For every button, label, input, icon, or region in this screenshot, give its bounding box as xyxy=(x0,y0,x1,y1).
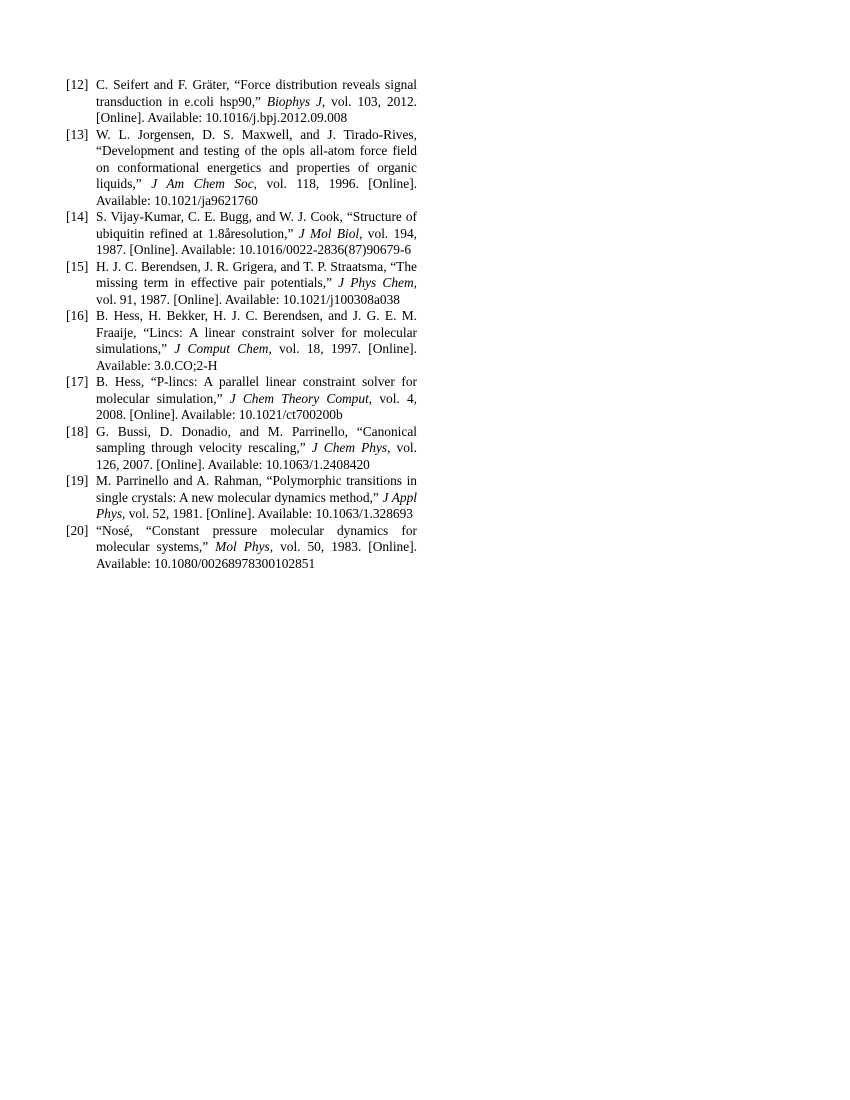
reference-number: [15] xyxy=(66,258,89,274)
reference-segment: , vol. 126, 2007. [Online]. Available: 10.1063/1.2408420 xyxy=(96,440,417,472)
references-list xyxy=(66,77,417,572)
reference-text xyxy=(96,424,417,472)
journal-name: J Phys Chem xyxy=(338,275,414,290)
reference-item xyxy=(66,308,417,374)
journal-name: J Chem Phys xyxy=(311,440,388,455)
reference-number: [19] xyxy=(66,473,89,488)
reference-number: [14] xyxy=(66,209,89,224)
journal-name: J Am Chem Soc xyxy=(151,176,254,191)
reference-segment: , vol. 18, 1997. [Online]. Available: 3.0.CO;2-H xyxy=(96,341,417,373)
reference-segment: , vol. 52, 1981. [Online]. Available: 10.1063/1.328693 xyxy=(122,506,413,521)
reference-segment: “Nosé, “Constant pressure molecular dynamics for molecular systems,” xyxy=(96,522,417,554)
reference-item xyxy=(66,523,417,573)
reference-item xyxy=(66,424,417,474)
reference-number: [18] xyxy=(66,423,89,439)
reference-text xyxy=(96,308,417,373)
reference-text xyxy=(96,259,417,307)
reference-segment: B. Hess, H. Bekker, H. J. C. Berendsen, and J. G. E. M. Fraaije, “Lincs: A linear constraint solver for molecular simulations,” xyxy=(96,308,417,356)
reference-item xyxy=(66,127,417,210)
reference-number: [20] xyxy=(66,522,89,538)
reference-text xyxy=(96,374,417,422)
journal-name: J Appl Phys xyxy=(96,489,418,521)
reference-text xyxy=(96,523,417,571)
reference-segment: , vol. 50, 1983. [Online]. Available: 10.1080/00268978300102851 xyxy=(96,539,417,571)
reference-item xyxy=(66,77,417,127)
reference-item xyxy=(66,209,417,259)
reference-text xyxy=(96,77,417,125)
reference-segment: , vol. 4, 2008. [Online]. Available: 10.1021/ct700200b xyxy=(96,390,418,422)
reference-text xyxy=(96,473,417,521)
reference-segment: H. J. C. Berendsen, J. R. Grigera, and T. P. Straatsma, “The missing term in effective pair potentials,” xyxy=(96,258,417,290)
reference-item xyxy=(66,259,417,309)
reference-number: [17] xyxy=(66,374,89,389)
reference-segment: W. L. Jorgensen, D. S. Maxwell, and J. Tirado-Rives, “Development and testing of the opls all-atom force field on conformational energetics and properties of organic liquids,” xyxy=(96,126,417,191)
reference-text xyxy=(96,127,417,208)
reference-text xyxy=(96,209,417,257)
journal-name: J Mol Biol xyxy=(298,225,360,241)
reference-segment: , vol. 194, 1987. [Online]. Available: 10.1016/0022-2836(87)90679-6 xyxy=(96,225,418,257)
reference-number: [12] xyxy=(66,77,89,92)
reference-segment: B. Hess, “P-lincs: A parallel linear constraint solver for molecular simulation,” xyxy=(96,374,417,406)
reference-item xyxy=(66,374,417,424)
journal-name: Biophys J xyxy=(266,93,322,109)
reference-number: [16] xyxy=(66,308,89,323)
reference-item xyxy=(66,473,417,523)
reference-segment: , vol. 118, 1996. [Online]. Available: 10.1021/ja9621760 xyxy=(96,176,417,208)
reference-segment: , vol. 91, 1987. [Online]. Available: 10.1021/j100308a038 xyxy=(96,275,417,307)
reference-segment: , vol. 103, 2012. [Online]. Available: 10.1016/j.bpj.2012.09.008 xyxy=(96,93,417,125)
journal-name: J Comput Chem xyxy=(174,341,269,356)
reference-segment: C. Seifert and F. Gräter, “Force distribution reveals signal transduction in e.coli hsp90,” xyxy=(96,77,417,109)
journal-name: J Chem Theory Comput xyxy=(229,390,369,406)
reference-segment: S. Vijay-Kumar, C. E. Bugg, and W. J. Cook, “Structure of ubiquitin refined at 1.8åresolution,” xyxy=(96,209,417,241)
reference-segment: G. Bussi, D. Donadio, and M. Parrinello, “Canonical sampling through velocity rescaling,” xyxy=(96,423,417,455)
reference-segment: M. Parrinello and A. Rahman, “Polymorphic transitions in single crystals: A new molecular dynamics method,” xyxy=(96,473,417,505)
journal-name: Mol Phys xyxy=(215,539,270,554)
reference-number: [13] xyxy=(66,126,89,142)
